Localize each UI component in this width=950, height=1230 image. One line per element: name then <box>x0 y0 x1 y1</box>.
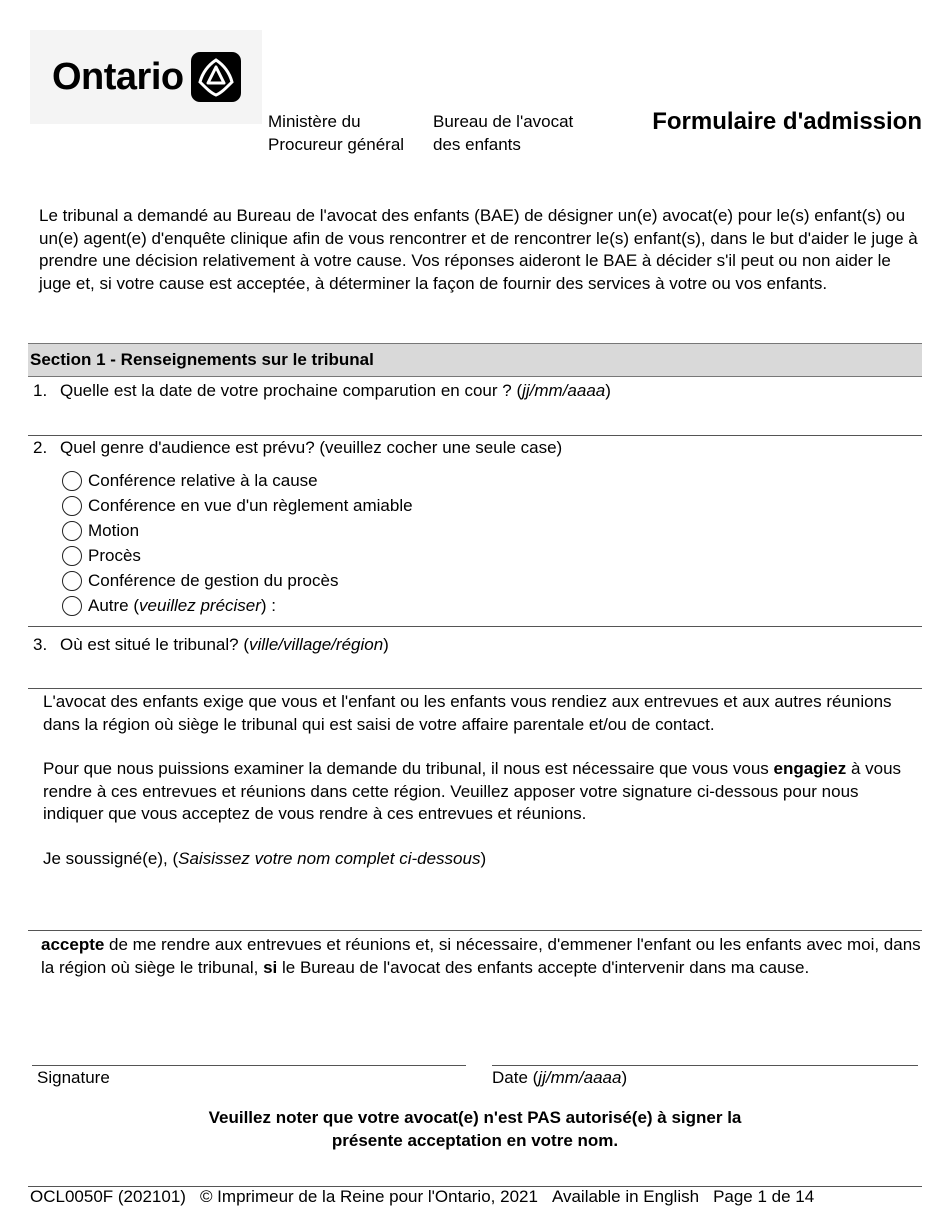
radio-option-motion[interactable]: Motion <box>62 519 139 543</box>
radio-option-trial[interactable]: Procès <box>62 544 141 568</box>
radio-button[interactable] <box>62 496 82 516</box>
commitment-paragraph-2: Pour que nous puissions examiner la demande du tribunal, il nous est nécessaire que vous vous engagiez à vous rendre à ces entrevues et réunions dans cette région. Veuillez apposer votre signature ci-dessous pour nous indiquer que vous acceptez de vous rendre à ces entrevues et réunions. <box>43 759 902 824</box>
signature-input[interactable] <box>32 1030 466 1064</box>
office-name: Bureau de l'avocat des enfants <box>433 112 574 154</box>
undersigned-label: Je soussigné(e), (Saisissez votre nom complet ci-dessous) <box>43 849 487 868</box>
question-hint: ville/village/région <box>248 635 384 654</box>
full-name-input[interactable] <box>28 874 922 928</box>
other-hearing-input[interactable] <box>310 594 920 618</box>
radio-button[interactable] <box>62 546 82 566</box>
intro-paragraph: Le tribunal a demandé au Bureau de l'avocat des enfants (BAE) de désigner un(e) avocat(e) pour le(s) enfant(s) ou un(e) agent(e) d'enquête clinique afin de vous rencontrer et de rencontrer le(s) enfant(s), dans le but d'aider le juge à prendre une décision relativement à votre cause. Vos réponses aideront le BAE à décider s'il peut ou non aider le juge et, si votre cause est acceptée, à déterminer la façon de fournir des services à votre ou vos enfants. <box>39 206 918 293</box>
radio-button[interactable] <box>62 596 82 616</box>
radio-option-trial-management[interactable]: Conférence de gestion du procès <box>62 569 338 593</box>
radio-option-settlement-conference[interactable]: Conférence en vue d'un règlement amiable <box>62 494 413 518</box>
english-availability: Available in English <box>551 1187 700 1206</box>
form-title: Formulaire d'admission <box>652 108 922 135</box>
form-code: OCL0050F (202101) <box>30 1187 186 1206</box>
radio-button[interactable] <box>62 521 82 541</box>
footer <box>30 1187 814 1207</box>
divider <box>28 688 922 689</box>
radio-option-case-conference[interactable]: Conférence relative à la cause <box>62 469 318 493</box>
question-text: Quel genre d'audience est prévu? (veuillez cocher une seule case) <box>60 438 563 457</box>
radio-option-other[interactable]: Autre (veuillez préciser) : <box>62 594 276 618</box>
radio-button[interactable] <box>62 471 82 491</box>
commitment-paragraph-1: L'avocat des enfants exige que vous et l'enfant ou les enfants vous rendiez aux entrevues et aux autres réunions dans la région où siège le tribunal qui est saisi de votre affaire parentale et/ou de contact. <box>43 692 892 734</box>
question-text: Quelle est la date de votre prochaine comparution en cour ? ( <box>60 381 523 400</box>
question-number: 3. <box>33 635 48 654</box>
ontario-logo-text: Ontario <box>52 56 184 98</box>
court-location-input[interactable] <box>28 658 922 686</box>
court-date-input[interactable] <box>28 404 922 434</box>
signature-note: Veuillez noter que votre avocat(e) n'est PAS autorisé(e) à signer la présente acceptation en votre nom. <box>208 1108 742 1150</box>
date-line <box>492 1065 918 1066</box>
divider <box>28 435 922 436</box>
divider <box>28 626 922 627</box>
question-1: 1. Quelle est la date de votre prochaine comparution en cour ? (jj/mm/aaaa) <box>30 380 611 402</box>
ministry-name: Ministère du Procureur général <box>268 112 405 154</box>
signature-line <box>32 1065 466 1066</box>
divider <box>28 930 922 931</box>
question-number: 2. <box>33 438 48 457</box>
section-title: Section 1 - Renseignements sur le tribunal <box>30 350 374 369</box>
question-hint: jj/mm/aaaa <box>522 381 606 400</box>
question-2 <box>30 437 562 459</box>
signature-label: Signature <box>37 1068 110 1087</box>
trillium-logo-icon <box>191 52 241 102</box>
copyright: © Imprimeur de la Reine pour l'Ontario, 2021 <box>199 1187 538 1206</box>
question-3: 3. Où est situé le tribunal? (ville/village/région) <box>30 634 389 656</box>
page-number: Page 1 de 14 <box>713 1187 815 1206</box>
question-number: 1. <box>33 381 48 400</box>
date-input[interactable] <box>492 1030 918 1064</box>
radio-button[interactable] <box>62 571 82 591</box>
date-label: Date (jj/mm/aaaa) <box>492 1068 628 1087</box>
acceptance-paragraph: accepte de me rendre aux entrevues et réunions et, si nécessaire, d'emmener l'enfant ou les enfants avec moi, dans la région où siège le tribunal, si le Bureau de l'avocat des enfants accepte d'intervenir dans ma cause. <box>41 935 921 977</box>
question-text: Où est situé le tribunal? ( <box>60 635 249 654</box>
